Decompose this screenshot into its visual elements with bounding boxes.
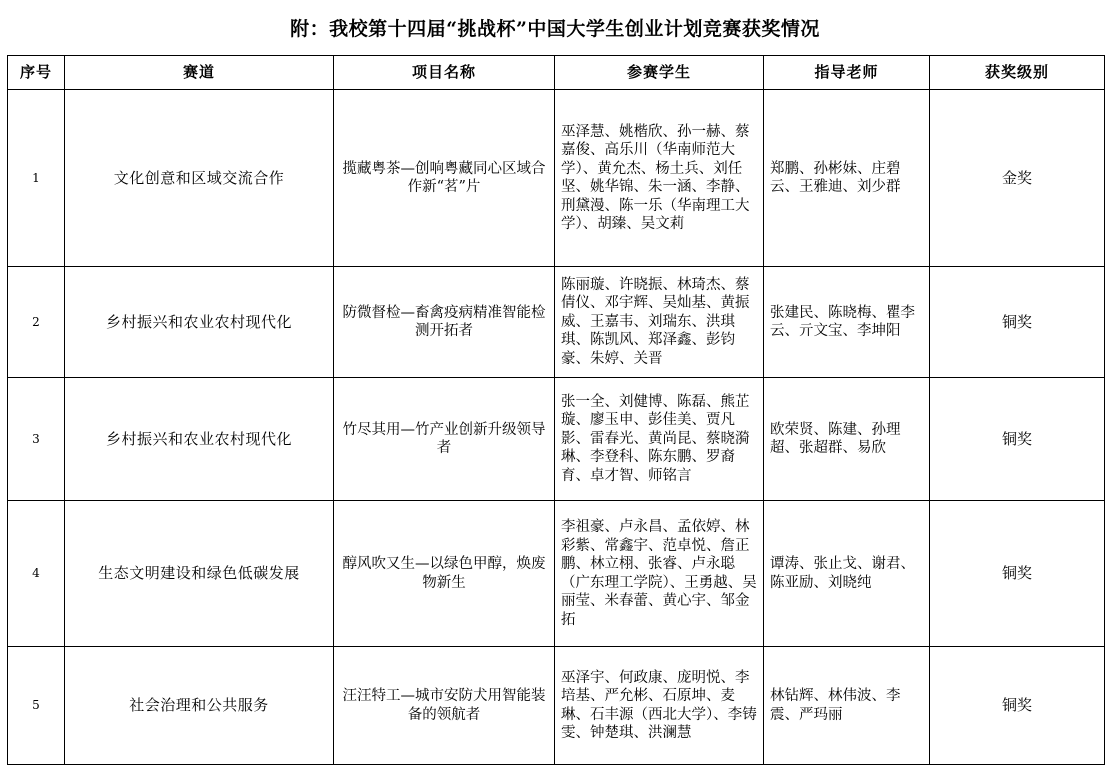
page-title: 附：我校第十四届“挑战杯”中国大学生创业计划竞赛获奖情况 — [290, 18, 820, 40]
table-row — [8, 501, 1105, 647]
row-num: 4 — [8, 501, 65, 647]
row-teachers: 张建民、陈晓梅、瞿李云、亓文宝、李坤阳 — [764, 267, 930, 378]
header-teachers: 指导老师 — [764, 56, 930, 90]
header-num: 序号 — [8, 56, 65, 90]
row-students: 陈丽璇、许晓振、林琦杰、蔡倩仪、邓宇辉、吴灿基、黄振威、王嘉韦、刘瑞东、洪琪琪、陈凯风、郑泽鑫、彭钧豪、朱婷、关晋 — [555, 267, 764, 378]
row-award: 铜奖 — [930, 267, 1105, 378]
row-project: 汪汪特工—城市安防犬用智能装备的领航者 — [334, 647, 555, 765]
row-teachers: 林钻辉、林伟波、李震、严玛丽 — [764, 647, 930, 765]
row-track: 乡村振兴和农业农村现代化 — [65, 267, 334, 378]
row-project: 竹尽其用—竹产业创新升级领导者 — [334, 378, 555, 501]
header-award: 获奖级别 — [930, 56, 1105, 90]
table-row — [8, 647, 1105, 765]
row-award: 铜奖 — [930, 501, 1105, 647]
row-num: 5 — [8, 647, 65, 765]
header-track: 赛道 — [65, 56, 334, 90]
row-num: 1 — [8, 90, 65, 267]
table-header-row — [8, 56, 1105, 90]
row-teachers: 欧荣贤、陈建、孙理超、张超群、易欣 — [764, 378, 930, 501]
row-students: 巫泽慧、姚楷欣、孙一赫、蔡嘉俊、高乐川（华南师范大学）、黄允杰、杨土兵、刘任坚、姚华锦、朱一涵、李静、刑黛漫、陈一乐（华南理工大学）、胡臻、吴文莉 — [555, 90, 764, 267]
row-project: 防微督检—畜禽疫病精准智能检测开拓者 — [334, 267, 555, 378]
row-project: 揽藏粤茶—创响粤藏同心区域合作新“茗”片 — [334, 90, 555, 267]
table-row — [8, 267, 1105, 378]
header-students: 参赛学生 — [555, 56, 764, 90]
table-row — [8, 90, 1105, 267]
row-teachers: 谭涛、张止戈、谢君、陈亚励、刘晓纯 — [764, 501, 930, 647]
row-students: 巫泽宇、何政康、庞明悦、李培基、严允彬、石原坤、麦琳、石丰源（西北大学）、李铸雯、钟楚琪、洪澜慧 — [555, 647, 764, 765]
row-track: 乡村振兴和农业农村现代化 — [65, 378, 334, 501]
row-track: 社会治理和公共服务 — [65, 647, 334, 765]
row-award: 金奖 — [930, 90, 1105, 267]
awards-table — [7, 55, 1105, 765]
row-award: 铜奖 — [930, 378, 1105, 501]
row-num: 3 — [8, 378, 65, 501]
row-num: 2 — [8, 267, 65, 378]
row-award: 铜奖 — [930, 647, 1105, 765]
row-project: 醇风吹又生—以绿色甲醇，焕废物新生 — [334, 501, 555, 647]
table-row — [8, 378, 1105, 501]
header-project: 项目名称 — [334, 56, 555, 90]
row-track: 文化创意和区域交流合作 — [65, 90, 334, 267]
row-students: 李祖豪、卢永昌、孟依婷、林彩紫、常鑫宇、范卓悦、詹正鹏、林立栩、张睿、卢永聪（广东理工学院）、王勇越、吴丽莹、米春蕾、黄心宇、邹金拓 — [555, 501, 764, 647]
row-students: 张一全、刘健博、陈磊、熊芷璇、廖玉申、彭佳美、贾凡影、雷春光、黄尚昆、蔡晓漪琳、李登科、陈东鹏、罗裔育、卓才智、师铭言 — [555, 378, 764, 501]
row-teachers: 郑鹏、孙彬妹、庄碧云、王雅迪、刘少群 — [764, 90, 930, 267]
row-track: 生态文明建设和绿色低碳发展 — [65, 501, 334, 647]
